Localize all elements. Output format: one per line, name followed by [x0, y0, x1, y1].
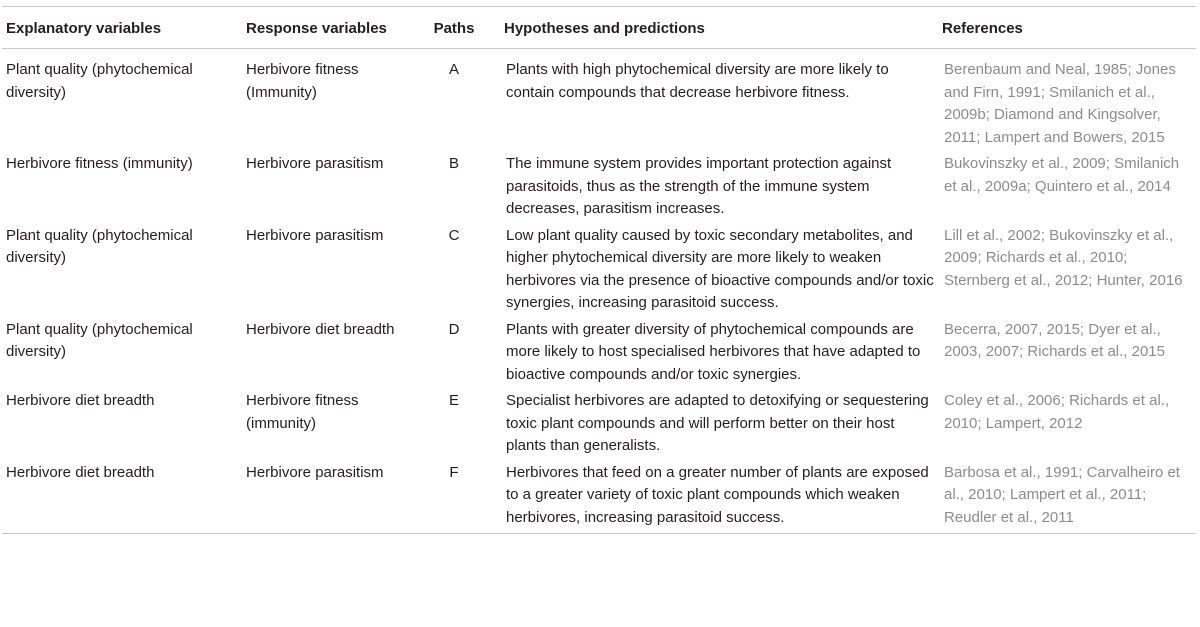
- hypotheses-table-container: [2, 0, 1196, 534]
- table-header: [2, 7, 1196, 49]
- cell-response: Herbivore diet breadth: [246, 320, 395, 338]
- cell-references: Coley et al., 2006; Richards et al., 2010; Lampert, 2012: [944, 392, 1170, 432]
- cell-response: Herbivore fitness (Immunity): [246, 61, 359, 101]
- cell-path: C: [448, 226, 460, 244]
- table-row: [2, 49, 1196, 150]
- cell-path: D: [448, 320, 460, 338]
- header-row: [2, 7, 1196, 49]
- cell-references: Becerra, 2007, 2015; Dyer et al., 2003, 2007; Richards et al., 2015: [944, 320, 1165, 360]
- table-row: [2, 386, 1196, 458]
- cell-references: Lill et al., 2002; Bukovinszky et al., 2009; Richards et al., 2010; Sternberg et al., 2012; Hunter, 2016: [944, 226, 1183, 289]
- cell-path: A: [448, 61, 459, 78]
- cell-references: Bukovinszky et al., 2009; Smilanich et al., 2009a; Quintero et al., 2014: [944, 155, 1180, 195]
- cell-hypothesis: Plants with greater diversity of phytochemical compounds are more likely to host specialised herbivores that have adapted to bioactive compounds and/or toxic synergies.: [506, 320, 921, 383]
- header-references: References: [942, 20, 1023, 37]
- table-row: [2, 315, 1196, 387]
- table-body: [2, 49, 1196, 534]
- cell-path: B: [448, 155, 459, 172]
- header-hypotheses: Hypotheses and predictions: [504, 20, 705, 37]
- header-response-variables: Response variables: [246, 20, 387, 37]
- cell-explanatory: Herbivore diet breadth: [6, 392, 155, 409]
- cell-explanatory: Plant quality (phytochemical diversity): [6, 226, 193, 266]
- header-explanatory-variables: Explanatory variables: [6, 20, 162, 37]
- cell-response: Herbivore fitness (immunity): [246, 392, 359, 432]
- cell-explanatory: Herbivore diet breadth: [6, 463, 155, 481]
- cell-hypothesis: Plants with high phytochemical diversity are more likely to contain compounds that decrease herbivore fitness.: [506, 61, 889, 101]
- cell-path: F: [449, 463, 459, 481]
- table-row: [2, 458, 1196, 534]
- cell-explanatory: Plant quality (phytochemical diversity): [6, 61, 193, 101]
- table-row: [2, 221, 1196, 315]
- cell-references: Barbosa et al., 1991; Carvalheiro et al., 2010; Lampert et al., 2011; Reudler et al., 2011: [944, 463, 1180, 526]
- hypotheses-table: [2, 6, 1196, 533]
- cell-hypothesis: Herbivores that feed on a greater number of plants are exposed to a greater variety of toxic plant compounds which weaken herbivores, increasing parasitoid success.: [506, 463, 929, 526]
- table-row: [2, 149, 1196, 221]
- cell-explanatory: Herbivore fitness (immunity): [6, 155, 193, 172]
- header-paths: Paths: [433, 20, 475, 37]
- cell-references: Berenbaum and Neal, 1985; Jones and Firn, 1991; Smilanich et al., 2009b; Diamond and Kingsolver, 2011; Lampert and Bowers, 2015: [944, 61, 1176, 146]
- cell-response: Herbivore parasitism: [246, 226, 384, 244]
- cell-response: Herbivore parasitism: [246, 463, 384, 481]
- table-bottom-rule: [2, 533, 1196, 534]
- cell-response: Herbivore parasitism: [246, 155, 384, 172]
- cell-hypothesis: Low plant quality caused by toxic secondary metabolites, and higher phytochemical diversity are more likely to weaken herbivores via the presence of bioactive compounds and/or toxic synergies, increasing parasitoid success.: [506, 226, 934, 311]
- cell-explanatory: Plant quality (phytochemical diversity): [6, 320, 193, 360]
- cell-hypothesis: Specialist herbivores are adapted to detoxifying or sequestering toxic plant compounds and will perform better on their host plants than generalists.: [506, 392, 929, 454]
- cell-path: E: [448, 392, 459, 409]
- cell-hypothesis: The immune system provides important protection against parasitoids, thus as the strength of the immune system decreases, parasitism increases.: [506, 155, 892, 217]
